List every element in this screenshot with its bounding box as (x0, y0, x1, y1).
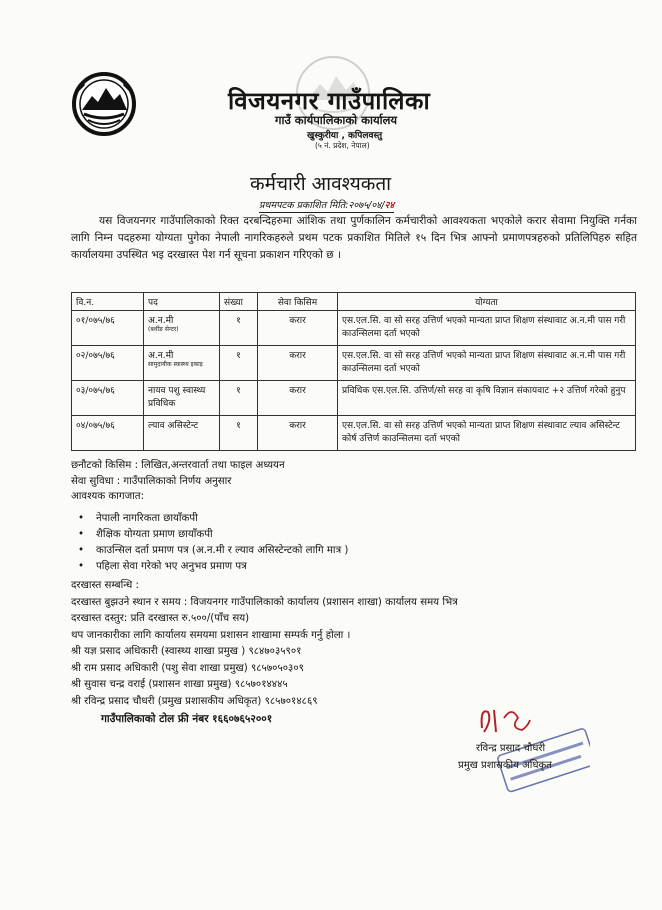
table-row (72, 381, 636, 416)
org-province: (५ नं. प्रदेश, नेपाल) (315, 141, 370, 150)
application-fee: दरखास्त दस्तुर: प्रति दरखास्त रु.५००/(पाँच सय) (71, 613, 250, 624)
cell-count: १ (220, 346, 258, 381)
cell-qualification: एस.एल.सि. वा सो सरह उत्तिर्ण भएको मान्यता प्राप्त शिक्षण संस्थावाट अ.न.मी पास गरी काउन्सिलमा दर्ता भएको (338, 346, 636, 381)
contact-person: श्री यज्ञ प्रसाद अधिकारी (स्वास्थ्य शाखा प्रमुख ) ९८४७०३५९०१ (71, 646, 302, 657)
cell-type: करार (258, 381, 338, 416)
signatory-title: प्रमुख प्रशासकीय अधिकृत (458, 760, 552, 771)
list-item: • काउन्सिल दर्ता प्रमाण पत्र (अ.न.मी र ल्याव असिस्टेन्टको लागि मात्र ) (78, 543, 348, 559)
table-row (72, 346, 636, 381)
cell-count: १ (220, 311, 258, 346)
post-note: सामुदायीक स्वास्थ्य इकाइ (148, 361, 203, 368)
info-section (71, 458, 285, 505)
cell-post (144, 381, 220, 416)
more-info: थप जानकारीका लागि कार्यालय समयमा प्रशासन शाखामा सम्पर्क गर्नु होला । (71, 629, 351, 641)
municipality-emblem-icon (70, 70, 138, 138)
col-header-post: पद (144, 293, 220, 311)
cell-qualification: एस.एल.सि. वा सो सरह उत्तिर्ण भएको मान्यता प्राप्त शिक्षण संस्थावाट ल्याव असिस्टेन्ट कोर्ष उत्तिर्ण काउन्सिलमा दर्ता भएको (338, 416, 636, 451)
cell-no: ०२/०७५/७६ (72, 346, 144, 381)
application-info (71, 578, 458, 710)
table-row (72, 311, 636, 346)
cell-count: १ (220, 416, 258, 451)
list-item: • पहिला सेवा गरेको भए अनुभव प्रमाण पत्र (78, 559, 348, 575)
contact-person: श्री सुवास चन्द्र वराई (प्रशासन शाखा प्रमुख) ९८५७०१४४४५ (71, 679, 288, 690)
post-name: ल्याव असिस्टेन्ट (148, 421, 199, 431)
handwritten-date-mark: २४ (384, 200, 395, 211)
cell-post (144, 311, 220, 346)
toll-free-number: गाउँपालिकाको टोल फ्री नंबर १६६०७६५२००१ (101, 713, 273, 725)
org-address: खुस्कुरीया , कपिलवस्तु (307, 131, 383, 141)
required-docs-list (78, 511, 348, 575)
notice-title: कर्मचारी आवश्यकता (250, 173, 392, 195)
cell-no: ०३/०७५/७६ (72, 381, 144, 416)
cell-post (144, 346, 220, 381)
publish-date (259, 198, 394, 213)
vacancy-table (71, 292, 636, 451)
publish-date-label: प्रथमपटक प्रकाशित मिति:२०७५/०४/ (259, 200, 385, 211)
post-name: नायव पशु स्वास्थ्य प्रविधिक (148, 386, 206, 409)
post-name: अ.न.मी (148, 316, 174, 326)
contact-person: श्री रविन्द्र प्रसाद चौधरी (प्रमुख प्रशासकीय अधिकृत) ९८५७०१४८६९ (71, 695, 318, 707)
signatory-name: रविन्द्र प्रसाद चौधरी (476, 743, 546, 754)
cell-qualification: प्रविधिक एस.एल.सि. उत्तिर्ण/सो सरह वा कृषि विज्ञान संकायवाट +२ उत्तिर्ण गरेको हुनुप (338, 381, 636, 416)
post-note: (बर्थीङ सेन्टर) (148, 326, 179, 333)
selection-method: छनौटको किसिम : लिखित,अन्तरवार्ता तथा फाइल अध्ययन (71, 460, 285, 471)
table-header-row (72, 293, 636, 311)
application-place: दरखास्त बुझउने स्थान र समय : विजयनगर गाउँपालिकाको कार्यालय (प्रशासन शाखा) कार्यालय समय भित्र (71, 596, 458, 608)
cell-type: करार (258, 311, 338, 346)
list-item: • शैक्षिक योग्यता प्रमाण छायाँकपी (78, 527, 348, 543)
cell-qualification: एस.एल.सि. वा सो सरह उत्तिर्ण भएको मान्यता प्राप्त शिक्षण संस्थावाट अ.न.मी पास गरी काउन्सिलमा दर्ता भएको (338, 311, 636, 346)
org-subtitle: गाउँ कार्यपालिकाको कार्यालय (275, 113, 398, 127)
contact-person: श्री राम प्रसाद अधिकारी (पशु सेवा शाखा प्रमुख) ९८५७०५०३०९ (71, 662, 304, 674)
org-title: विजयनगर गाउँपालिका (228, 87, 431, 115)
cell-no: ०१/०७५/७६ (72, 311, 144, 346)
post-name: अ.न.मी (148, 351, 174, 361)
notice-paragraph: यस विजयनगर गाउँपालिकाको रिक्त दरबन्दिहरुमा आंशिक तथा पुर्णकालिन कर्मचारीको आवश्यकता भएकोले करार सेवामा नियुक्ति गर्नका लागि निम्न पदहरुमा योग्यता पुगेका नेपाली नागरिकहरुले प्रथम पटक प्रकाशित मितिले १५ दिन भित्र आफ्नो प्रमाणपत्रहरुको प्रतिलिपिहरु सहित कार्यालयमा उपस्थित भइ दरखास्त पेश गर्न सूचना प्रकाशन गरिएको छ । (71, 215, 637, 261)
col-header-type: सेवा किसिम (258, 293, 338, 311)
table-row (72, 416, 636, 451)
application-label: दरखास्त सम्बन्धि : (71, 580, 139, 591)
cell-type: करार (258, 416, 338, 451)
cell-post (144, 416, 220, 451)
cell-count: १ (220, 381, 258, 416)
required-docs-label: आवश्यक कागजात: (71, 491, 145, 502)
cell-type: करार (258, 346, 338, 381)
list-item: • नेपाली नागरिकता छायाँकपी (78, 511, 348, 527)
col-header-count: संख्या (220, 293, 258, 311)
col-header-qualification: योग्यता (338, 293, 636, 311)
service-facility: सेवा सुविधा : गाउँपालिकाको निर्णय अनुसार (71, 475, 232, 487)
col-header-no: वि.न. (72, 293, 144, 311)
cell-no: ०४/०७५/७६ (72, 416, 144, 451)
